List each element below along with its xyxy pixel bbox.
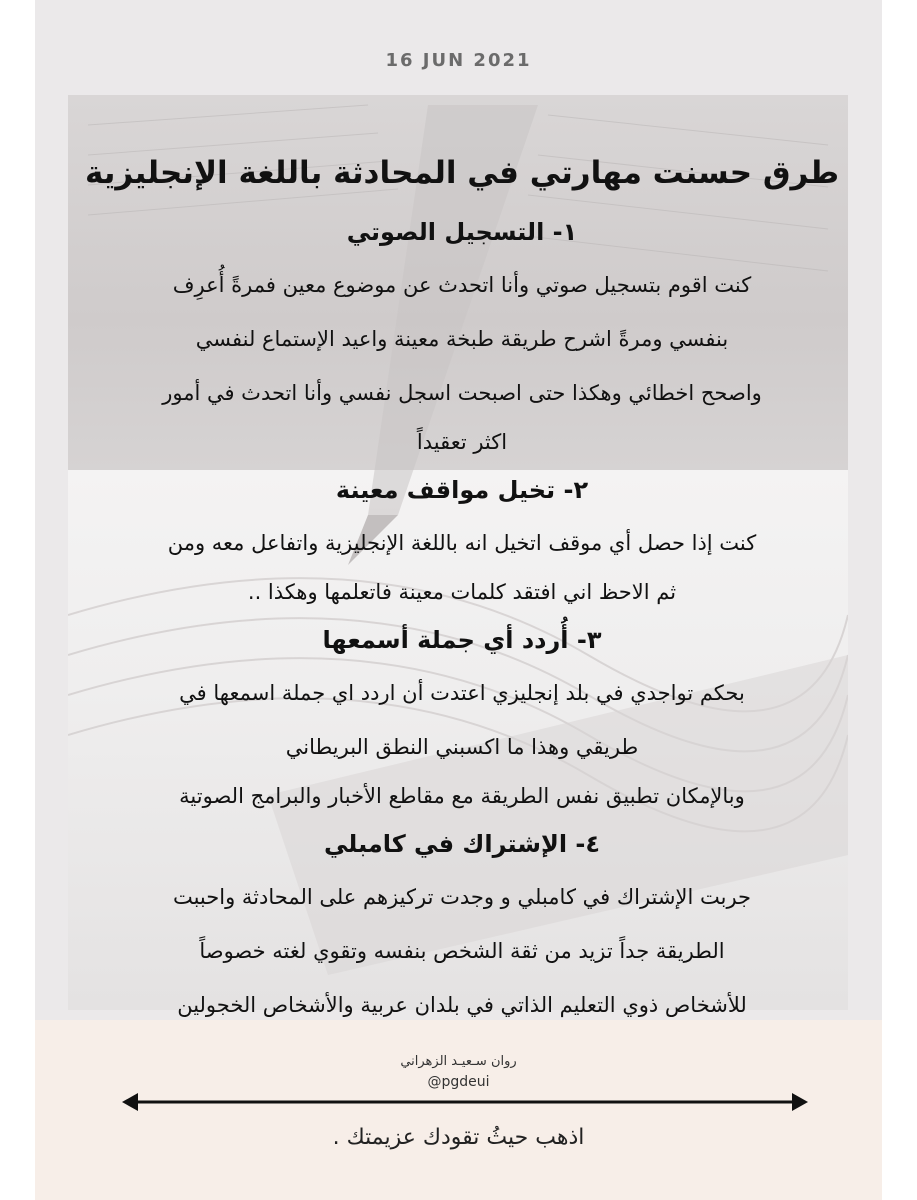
section-line: جربت الإشتراك في كامبلي و وجدت تركيزهم على المحادثة واحببت (172, 885, 752, 909)
author-name: روان سـعيـد الزهراني (400, 1054, 517, 1069)
section-heading: ٤- الإشتراك في كامبلي (323, 830, 601, 858)
article-title: طرق حسنت مهارتي في المحادثة باللغة الإنجليزية (84, 155, 840, 191)
double-arrow-icon (120, 1090, 810, 1114)
section-line: كنت اقوم بتسجيل صوتي وأنا اتحدث عن موضوع معين فمرةً أُعرِف (172, 273, 752, 297)
section-line: واصحح اخطائي وهكذا حتى اصبحت اسجل نفسي وأنا اتحدث في أمور (162, 381, 762, 405)
section-line: ثم الاحظ اني افتقد كلمات معينة فاتعلمها وهكذا .. (247, 580, 677, 604)
section-line: طريقي وهذا ما اكسبني النطق البريطاني (285, 735, 639, 759)
article-body (62, 140, 862, 1032)
section-heading: ٢- تخيل مواقف معينة (335, 476, 589, 504)
section-line: وبالإمكان تطبيق نفس الطريقة مع مقاطع الأخبار والبرامج الصوتية (179, 784, 745, 808)
motto-text: اذهب حيثُ تقودك عزيمتك . (332, 1125, 585, 1150)
section-line: بحكم تواجدي في بلد إنجليزي اعتدت أن اردد اي جملة اسمعها في (179, 681, 745, 705)
section-line: بنفسي ومرةً اشرح طريقة طبخة معينة واعيد الإستماع لنفسي (195, 327, 729, 351)
section-line: كنت إذا حصل أي موقف اتخيل انه باللغة الإنجليزية واتفاعل معه ومن (167, 531, 757, 555)
section-heading: ٣- أُردد أي جملة أسمعها (322, 626, 602, 654)
section-line: اكثر تعقيداً (416, 430, 508, 454)
section-line: للأشخاص ذوي التعليم الذاتي في بلدان عربية والأشخاص الخجولين (177, 993, 747, 1017)
post-date: 16 JUN 2021 (385, 50, 532, 71)
author-handle: @pgdeui (427, 1074, 490, 1090)
section-line: الطريقة جداً تزيد من ثقة الشخص بنفسه وتقوي لغته خصوصاً (199, 939, 725, 963)
section-heading: ١- التسجيل الصوتي (346, 218, 578, 246)
